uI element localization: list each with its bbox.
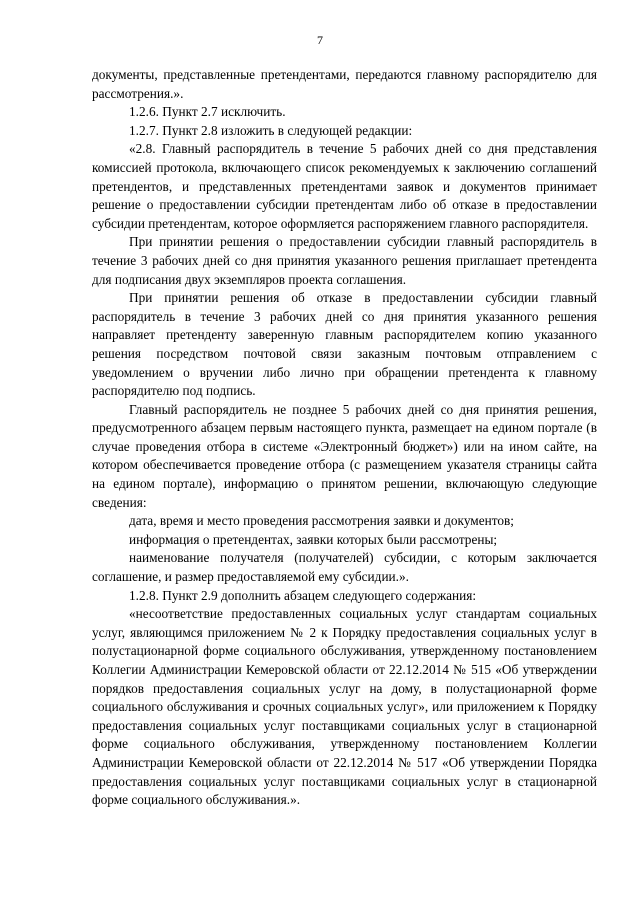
paragraph: 1.2.7. Пункт 2.8 изложить в следующей редакции: — [129, 122, 413, 138]
paragraph: документы, представленные претендентами, передаются главному распорядителю для рассмотрения.». — [92, 67, 597, 101]
paragraph: информация о претендентах, заявки которых были рассмотрены; — [129, 531, 498, 547]
paragraph: Главный распорядитель не позднее 5 рабочих дней со дня принятия решения, предусмотренного абзацем первым настоящего пункта, размещает на едином портале (в случае проведения отбора в системе «Электронный бюджет») или на ином сайте, на котором обеспечивается проведение отбора (с размещением указателя страницы сайта на едином портале), информацию о принятом решении, включающую следующие сведения: — [92, 401, 597, 510]
page-number: 7 — [317, 33, 323, 47]
paragraph: 1.2.6. Пункт 2.7 исключить. — [129, 104, 286, 120]
paragraph: наименование получателя (получателей) субсидии, с которым заключается соглашение, и размер предоставляемой ему субсидии.». — [92, 550, 597, 585]
paragraph: дата, время и место проведения рассмотрения заявки и документов; — [129, 513, 514, 529]
paragraph: «несоответствие предоставленных социальных услуг стандартам социальных услуг, являющимся приложением № 2 к Порядку предоставления социальных услуг в полустационарной форме социального обслуживания, утвержденному постановлением Коллегии Администрации Кемеровской области от 22.12.2014 № 515 «Об утверждении порядков предоставления социальных услуг на дому, в полустационарной форме социального обслуживания и срочных социальных услуг», или приложением к Порядку предоставления социальных услуг поставщиками социальных услуг в стационарной форме социального обслуживания, утвержденному постановлением Коллегии Администрации Кемеровской области от 22.12.2014 № 517 «Об утверждении Порядка предоставления социальных услуг поставщиками социальных услуг в стационарной форме социального обслуживания.». — [92, 606, 597, 808]
paragraph: При принятии решения об отказе в предоставлении субсидии главный распорядитель в течение 3 рабочих дней со дня принятия указанного решения направляет претенденту заверенную главным распорядителем копию указанного решения посредством почтовой связи заказным почтовым отправлением с уведомлением о вручении либо лично при обращении претендента к главному распорядителю под подпись. — [92, 290, 597, 399]
paragraph: 1.2.8. Пункт 2.9 дополнить абзацем следующего содержания: — [129, 587, 477, 603]
paragraph: При принятии решения о предоставлении субсидии главный распорядитель в течение 3 рабочих дней со дня принятия указанного решения приглашает претендента для подписания двух экземпляров проекта соглашения. — [92, 234, 597, 287]
document-body — [92, 66, 597, 810]
paragraph: «2.8. Главный распорядитель в течение 5 рабочих дней со дня представления комиссией протокола, включающего список рекомендуемых к заключению соглашений претендентов, и представленных претендентами заявок и документов принимает решение о предоставлении субсидии претендентам либо об отказе в предоставлении субсидии претендентам, которое оформляется распоряжением главного распорядителя. — [92, 141, 597, 231]
